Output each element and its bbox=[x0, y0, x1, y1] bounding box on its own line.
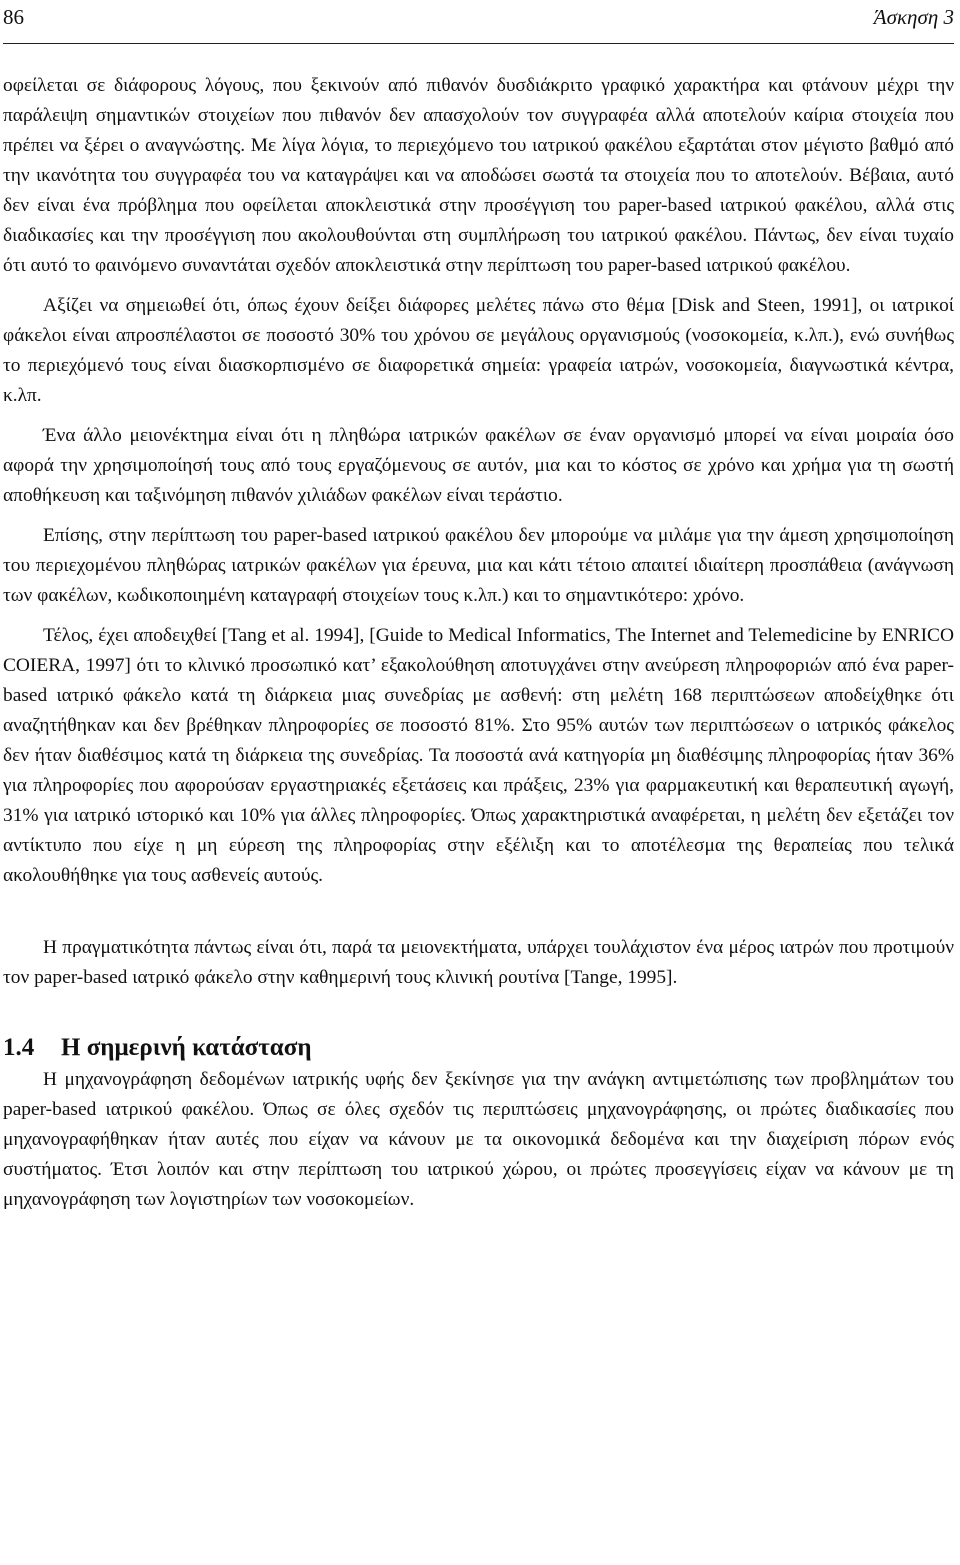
paragraph-research-use: Επίσης, στην περίπτωση του paper-based ιατρικού φακέλου δεν μπορούμε να μιλάμε για την άμεση χρησιμοποίηση του περιεχομένου πληθώρας ιατρικών φακέλων για έρευνα, μια και κάτι τέτοιο απαιτεί ιδιαίτερη προσπάθεια (ανάγνωση των φακέλων, κωδικοποιημένη καταγραφή στοιχείων τους κ.λπ.) και το σημαντικότερο: χρόνο. bbox=[3, 525, 954, 606]
page-header bbox=[3, 0, 954, 48]
section-number: 1.4 bbox=[3, 1034, 35, 1061]
body-text bbox=[3, 71, 954, 1215]
paragraph-physician-preference: Η πραγματικότητα πάντως είναι ότι, παρά τα μειονεκτήματα, υπάρχει τουλάχιστον ένα μέρος ιατρών που προτιμούν τον paper-based ιατρικό φάκελο στην καθημερινή τους κλινική ρουτίνα [Tange, 1995]. bbox=[3, 937, 954, 988]
section-paragraph: Η μηχανογράφηση δεδομένων ιατρικής υφής δεν ξεκίνησε για την ανάγκη αντιμετώπισης των προβλημάτων του paper-based ιατρικού φακέλου. Όπως σε όλες σχεδόν τις περιπτώσεις μηχανογράφησης, οι πρώτες διαδικασίες που μηχανογραφήθηκαν ήταν αυτές που είχαν να κάνουν με τα οικονομικά δεδομένα και την διαχείριση πόρων ενός συστήματος. Έτσι λοιπόν και στην περίπτωση του ιατρικού χώρου, οι πρώτες προσεγγίσεις είχαν να κάνουν με τη μηχανογράφηση των λογιστηρίων των νοσοκομείων. bbox=[3, 1069, 954, 1210]
paragraph-storage-cost: Ένα άλλο μειονέκτημα είναι ότι η πληθώρα ιατρικών φακέλων σε έναν οργανισμό μπορεί να είναι μοιραία όσο αφορά την χρησιμοποίησή τους από τους εργαζόμενους σε αυτόν, μια και το κόστος σε χρόνο και χρήμα για τη σωστή αποθήκευση και ταξινόμηση πιθανόν χιλιάδων φακέλων είναι τεράστιο. bbox=[3, 425, 954, 506]
paragraph-study-findings: Τέλος, έχει αποδειχθεί [Tang et al. 1994], [Guide to Medical Informatics, The Internet and Telemedicine by ENRICO COIERA, 1997] ότι το κλινικό προσωπικό κατ’ εξακολούθηση αποτυγχάνει στην ανεύρεση πληροφοριών από ένα paper-based ιατρικό φάκελο κατά τη διάρκεια μιας συνεδρίας με ασθενή: στη μελέτη 168 περιπτώσεων αποδείχθηκε ότι αναζητήθηκαν και δεν βρέθηκαν πληροφορίες σε ποσοστό 81%. Στο 95% αυτών των περιπτώσεων ο ιατρικός φάκελος δεν ήταν διαθέσιμος κατά τη διάρκεια της συνεδρίας. Τα ποσοστά ανά κατηγορία μη διαθέσιμης πληροφορίας ήταν 36% για πληροφορίες που αφορούσαν εργαστηριακές εξετάσεις και πράξεις, 23% για φαρμακευτική και θεραπευτική αγωγή, 31% για ιατρικό ιστορικό και 10% για άλλες πληροφορίες. Όπως χαρακτηριστικά αναφέρεται, η μελέτη δεν εξετάζει τον αντίκτυπο που είχε η μη εύρεση της πληροφορίας στην εξέλιξη και το αποτέλεσμα της θεραπείας που τελικά ακολουθήθηκε για τους ασθενείς αυτούς. bbox=[3, 625, 954, 886]
page-number: 86 bbox=[3, 5, 24, 29]
header-rule bbox=[3, 43, 954, 44]
section-title: Η σημερινή κατάσταση bbox=[61, 1034, 312, 1061]
paragraph-inaccessible-records: Αξίζει να σημειωθεί ότι, όπως έχουν δείξει διάφορες μελέτες πάνω στο θέμα [Disk and Steen, 1991], οι ιατρικοί φάκελοι είναι απροσπέλαστοι σε ποσοστό 30% του χρόνου σε μεγάλους οργανισμούς (νοσοκομεία, κ.λπ.), ενώ συνήθως το περιεχόμενό τους είναι διασκορπισμένο σε διαφορετικά σημεία: γραφεία ιατρών, νοσοκομεία, διαγνωστικά κέντρα, κ.λπ. bbox=[3, 295, 954, 406]
running-title: Άσκηση 3 bbox=[873, 5, 954, 29]
section-heading bbox=[3, 1031, 954, 1065]
paragraph-continuation: οφείλεται σε διάφορους λόγους, που ξεκινούν από πιθανόν δυσδιάκριτο γραφικό χαρακτήρα και φτάνουν μέχρι την παράλειψη σημαντικών στοιχείων που πιθανόν δεν απασχολούν τον συγγραφέα αλλά αποτελούν καίρια στοιχεία που πρέπει να ξέρει ο αναγνώστης. Με λίγα λόγια, το περιεχόμενο του ιατρικού φακέλου εξαρτάται στον μέγιστο βαθμό από την ικανότητα του συγγραφέα του να καταγράψει και να αποδώσει σωστά τα στοιχεία που το αποτελούν. Βέβαια, αυτό δεν είναι ένα πρόβλημα που οφείλεται αποκλειστικά στην προσέγγιση του paper-based ιατρικού φακέλου, αλλά στις διαδικασίες και την προσέγγιση που ακολουθούνται στη συμπλήρωση του ιατρικού φακέλου. Πάντως, δεν είναι τυχαίο ότι αυτό το φαινόμενο συναντάται σχεδόν αποκλειστικά στην περίπτωση του paper-based ιατρικού φακέλου. bbox=[3, 75, 954, 276]
